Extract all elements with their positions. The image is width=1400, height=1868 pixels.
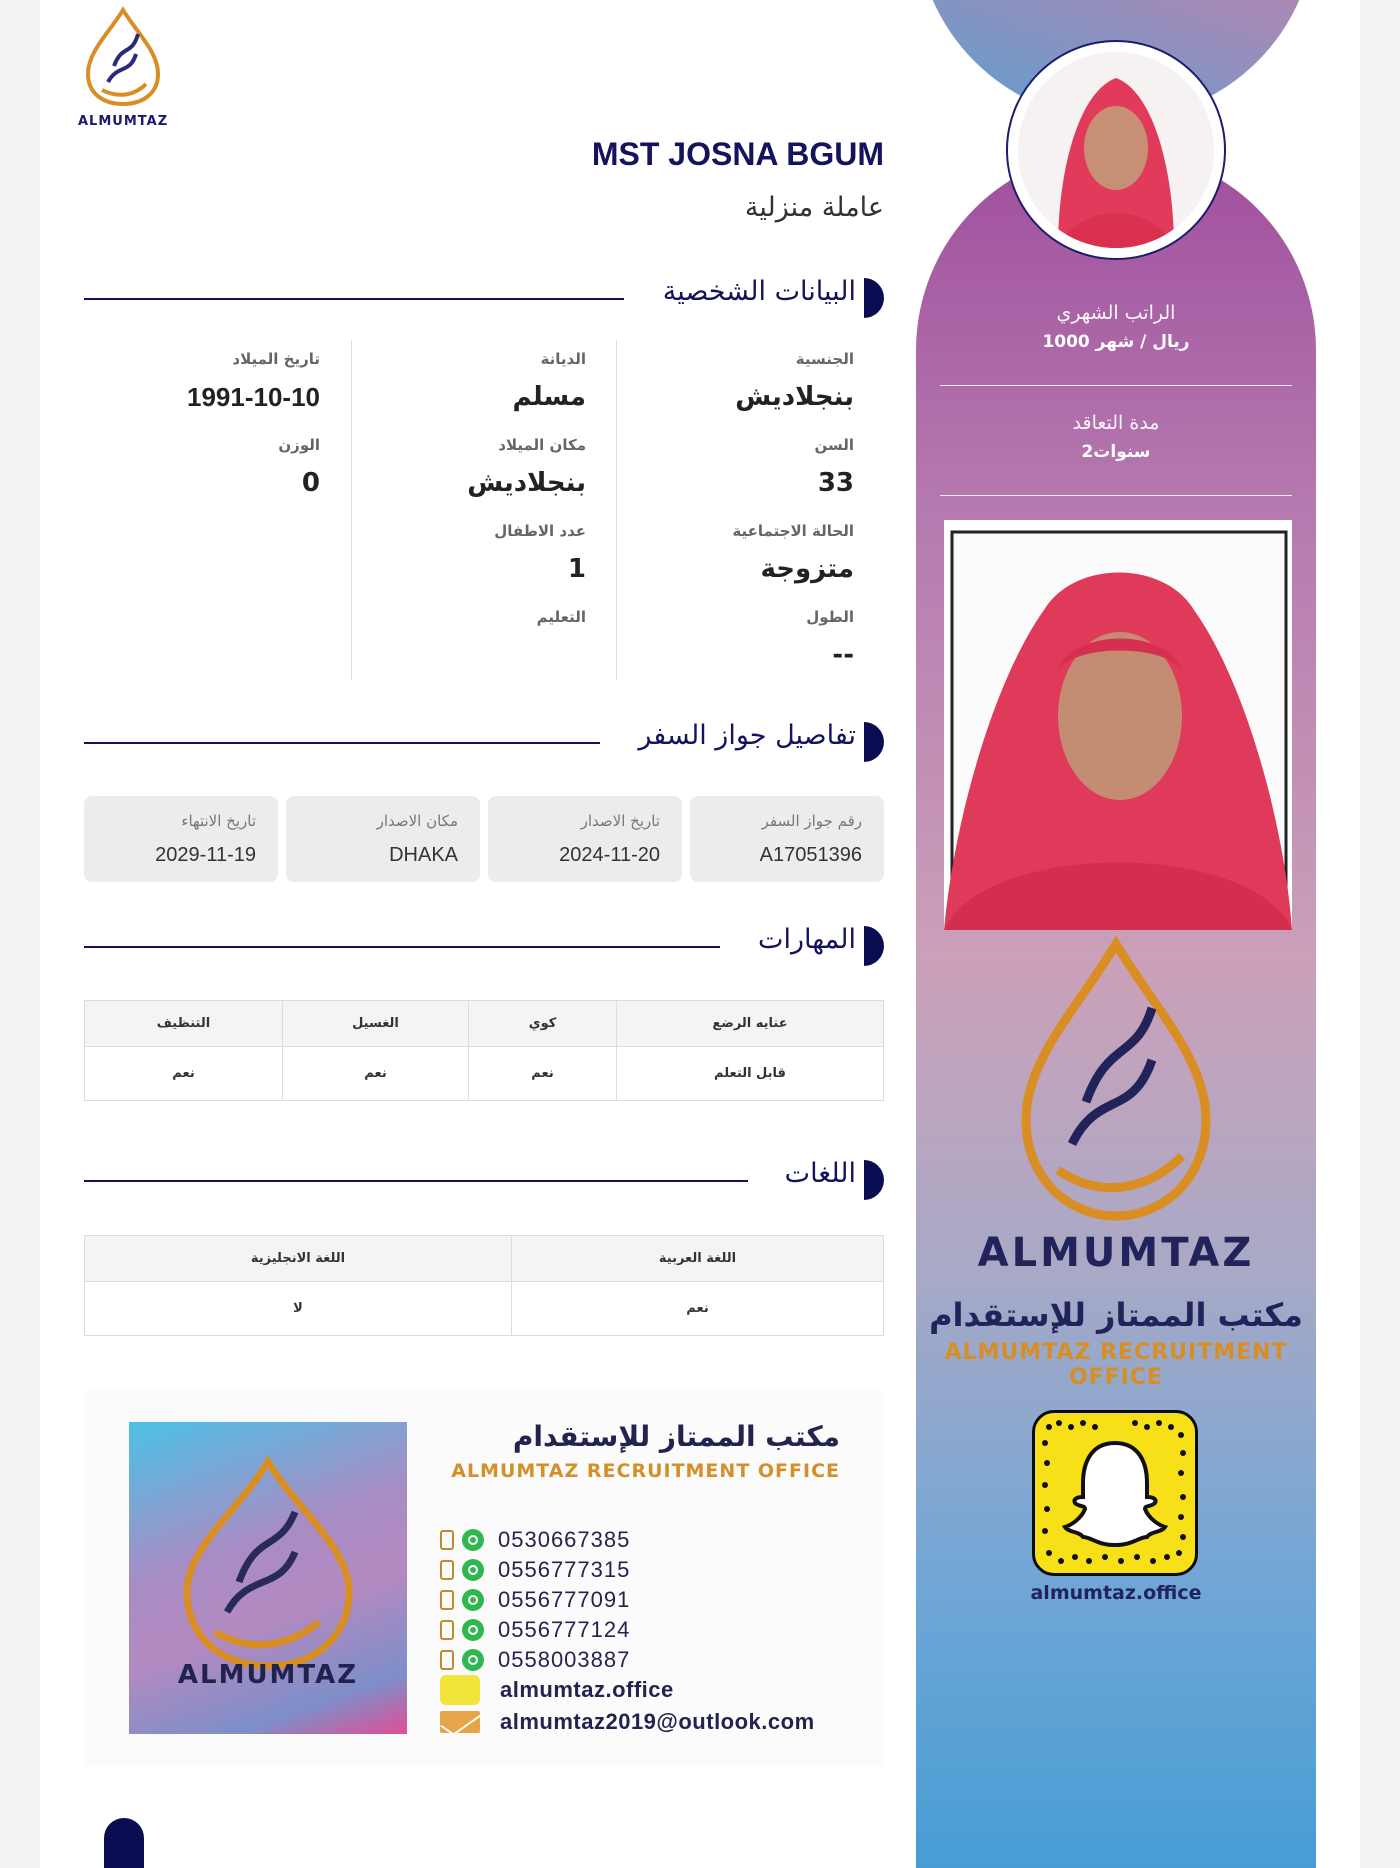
field-value: بنجلاديش: [467, 468, 586, 498]
logo-word: ALMUMTAZ: [78, 114, 169, 129]
table-header: كوي: [469, 1001, 617, 1047]
field-nationality: [618, 350, 854, 412]
side-panel: [916, 0, 1316, 1868]
section-title-languages: اللغات: [784, 1158, 856, 1189]
table-row: [85, 1047, 884, 1101]
table-cell: نعم: [512, 1282, 884, 1336]
snapchat-icon: [440, 1675, 480, 1705]
whatsapp-icon: [462, 1529, 484, 1551]
section-marker: [864, 722, 884, 762]
table-cell: لا: [85, 1282, 512, 1336]
section-rule: [84, 1180, 748, 1182]
card-value: 2024-11-20: [559, 844, 660, 866]
table-header: الغسيل: [283, 1001, 469, 1047]
card-value: DHAKA: [389, 844, 458, 866]
brand-logo: [78, 4, 168, 130]
mobile-icon: [440, 1650, 454, 1670]
field-label: الجنسية: [795, 350, 854, 368]
field-birthdate: [84, 350, 320, 413]
section-header-skills: [84, 924, 884, 968]
personal-col-2: [351, 340, 617, 680]
side-brand: [916, 930, 1316, 1390]
section-marker: [864, 1160, 884, 1200]
contract-label: مدة التعاقد: [1072, 412, 1160, 434]
snapchat-handle: almumtaz.office: [500, 1677, 674, 1702]
whatsapp-icon: [462, 1589, 484, 1611]
card-label: مكان الاصدار: [376, 812, 458, 830]
mobile-icon: [440, 1590, 454, 1610]
table-header-row: [85, 1001, 884, 1047]
field-label: السن: [814, 436, 854, 454]
salary-stat: [940, 302, 1292, 352]
logo-drop-icon: [129, 1452, 407, 1682]
mobile-icon: [440, 1620, 454, 1640]
phone-number: 0558003887: [498, 1647, 631, 1672]
table-cell: نعم: [283, 1047, 469, 1101]
field-education: [350, 608, 586, 640]
personal-grid: [84, 340, 884, 680]
field-value: مسلم: [512, 382, 586, 412]
field-value: 1: [567, 554, 586, 584]
section-title-personal: البيانات الشخصية: [662, 276, 856, 307]
snapchat-line: [440, 1676, 674, 1704]
email-icon: [440, 1711, 480, 1733]
avatar: [1006, 40, 1226, 260]
field-value: 1991-10-10: [187, 382, 320, 412]
banner-english-title: ALMUMTAZ RECRUITMENT OFFICE: [451, 1460, 840, 1482]
section-marker: [864, 278, 884, 318]
avatar-photo: [1018, 52, 1214, 248]
passport-expiry-card: [84, 796, 278, 882]
field-height: [618, 608, 854, 670]
section-rule: [84, 742, 600, 744]
phone-line: [440, 1646, 630, 1674]
phone-number: 0556777315: [498, 1557, 631, 1582]
field-birthplace: [350, 436, 586, 498]
table-header-row: [85, 1236, 884, 1282]
contract-value: 2سنوات: [1081, 442, 1151, 462]
phone-line: [440, 1556, 630, 1584]
section-rule: [84, 298, 624, 300]
table-header: اللغة الانجليزية: [85, 1236, 512, 1282]
passport-number-card: [690, 796, 884, 882]
salary-value: 1000 ريال / شهر: [1042, 332, 1190, 352]
field-weight: [84, 436, 320, 498]
table-cell: قابل التعلم: [617, 1047, 884, 1101]
field-marital-status: [618, 522, 854, 584]
field-religion: [350, 350, 586, 412]
phone-line: [440, 1586, 630, 1614]
field-value: متزوجة: [760, 554, 854, 584]
whatsapp-icon: [462, 1559, 484, 1581]
field-label: التعليم: [536, 608, 586, 626]
table-cell: نعم: [85, 1047, 283, 1101]
side-brand-english: ALMUMTAZ RECRUITMENT OFFICE: [944, 1340, 1288, 1390]
salary-label: الراتب الشهري: [1056, 302, 1176, 324]
field-label: مكان الميلاد: [498, 436, 586, 454]
whatsapp-icon: [462, 1649, 484, 1671]
person-photo-icon: [944, 520, 1292, 930]
logo-drop-icon: [1006, 930, 1226, 1230]
email-line: [440, 1708, 815, 1736]
table-header: عنايه الرضع: [617, 1001, 884, 1047]
side-brand-arabic: مكتب الممتاز للإستقدام: [929, 1296, 1303, 1334]
mobile-icon: [440, 1530, 454, 1550]
card-value: A17051396: [759, 844, 862, 866]
languages-table: [84, 1235, 884, 1336]
phone-number: 0530667385: [498, 1527, 631, 1552]
section-header-passport: [84, 720, 884, 764]
passport-issue-date-card: [488, 796, 682, 882]
banner-logo-square: [129, 1422, 407, 1734]
card-label: رقم جواز السفر: [761, 812, 862, 830]
field-value: بنجلاديش: [735, 382, 854, 412]
banner-arabic-title: مكتب الممتاز للإستقدام: [512, 1420, 840, 1453]
field-value: --: [832, 640, 854, 670]
phone-line: [440, 1526, 630, 1554]
personal-col-1: [618, 340, 884, 680]
mobile-icon: [440, 1560, 454, 1580]
section-marker: [864, 926, 884, 966]
field-label: تاريخ الميلاد: [232, 350, 320, 368]
contract-stat: [940, 412, 1292, 462]
page-tab-marker: [104, 1818, 144, 1868]
table-row: [85, 1282, 884, 1336]
field-age: [618, 436, 854, 498]
field-label: عدد الاطفال: [494, 522, 586, 540]
banner-logo-word: ALMUMTAZ: [177, 1660, 359, 1690]
card-label: تاريخ الانتهاء: [181, 812, 256, 830]
side-brand-word: ALMUMTAZ: [977, 1230, 1255, 1276]
section-rule: [84, 946, 720, 948]
contact-banner: [84, 1390, 884, 1766]
field-label: الطول: [806, 608, 854, 626]
passport-issue-place-card: [286, 796, 480, 882]
field-label: الديانة: [540, 350, 586, 368]
section-header-languages: [84, 1158, 884, 1202]
person-portrait-icon: [1018, 52, 1214, 248]
section-title-skills: المهارات: [758, 924, 856, 955]
table-header: اللغة العربية: [512, 1236, 884, 1282]
snapchat-ghost-icon: [1035, 1413, 1195, 1573]
email-address: almumtaz2019@outlook.com: [500, 1709, 815, 1734]
section-header-personal: [84, 276, 884, 320]
full-photo: [944, 520, 1292, 930]
whatsapp-icon: [462, 1619, 484, 1641]
divider: [940, 495, 1292, 496]
candidate-name: MST JOSNA BGUM: [591, 136, 884, 172]
section-title-passport: تفاصيل جواز السفر: [638, 720, 856, 751]
phone-number: 0556777124: [498, 1617, 631, 1642]
phone-number: 0556777091: [498, 1587, 631, 1612]
job-title: عاملة منزلية: [744, 192, 884, 223]
card-label: تاريخ الاصدار: [580, 812, 660, 830]
card-value: 2029-11-19: [155, 844, 256, 866]
field-label: الوزن: [278, 436, 320, 454]
snapchat-handle: almumtaz.office: [1030, 1582, 1202, 1604]
field-value: 33: [817, 468, 854, 498]
phone-line: [440, 1616, 630, 1644]
field-children: [350, 522, 586, 584]
divider: [940, 385, 1292, 386]
personal-col-3: [84, 340, 350, 680]
field-label: الحالة الاجتماعية: [732, 522, 854, 540]
snapcode-qr[interactable]: [1032, 1410, 1198, 1576]
table-header: التنظيف: [85, 1001, 283, 1047]
table-cell: نعم: [469, 1047, 617, 1101]
cv-page: [40, 0, 1360, 1868]
logo-drop-icon: [78, 4, 168, 108]
field-value: 0: [301, 468, 320, 498]
skills-table: [84, 1000, 884, 1101]
